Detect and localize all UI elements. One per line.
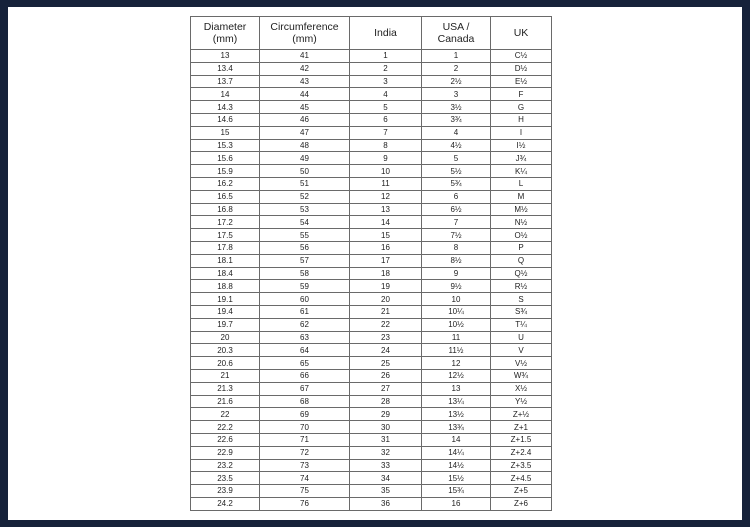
cell-diameter: 16.2 <box>191 177 260 190</box>
cell-circumference: 59 <box>260 280 350 293</box>
table-row <box>191 421 552 434</box>
cell-india: 7 <box>350 126 422 139</box>
cell-usa-canada: 3 <box>422 88 491 101</box>
cell-circumference: 71 <box>260 433 350 446</box>
table-row <box>191 113 552 126</box>
ring-size-table <box>190 16 552 511</box>
cell-usa-canada: 8½ <box>422 254 491 267</box>
cell-india: 28 <box>350 395 422 408</box>
cell-india: 10 <box>350 165 422 178</box>
cell-uk: E½ <box>491 75 552 88</box>
cell-usa-canada: 6 <box>422 190 491 203</box>
cell-diameter: 24.2 <box>191 497 260 510</box>
cell-diameter: 20 <box>191 331 260 344</box>
cell-usa-canada: 7½ <box>422 229 491 242</box>
cell-usa-canada: 12½ <box>422 369 491 382</box>
table-row <box>191 280 552 293</box>
table-row <box>191 497 552 510</box>
cell-india: 31 <box>350 433 422 446</box>
cell-uk: Z+4.5 <box>491 472 552 485</box>
cell-uk: L <box>491 177 552 190</box>
header-diameter: Diameter (mm) <box>191 17 260 50</box>
cell-usa-canada: 15½ <box>422 472 491 485</box>
cell-uk: Q½ <box>491 267 552 280</box>
cell-diameter: 20.6 <box>191 357 260 370</box>
cell-uk: M <box>491 190 552 203</box>
cell-india: 34 <box>350 472 422 485</box>
header-india: India <box>350 17 422 50</box>
cell-circumference: 65 <box>260 357 350 370</box>
cell-uk: T¼ <box>491 318 552 331</box>
cell-uk: V½ <box>491 357 552 370</box>
cell-uk: J¾ <box>491 152 552 165</box>
cell-usa-canada: 1 <box>422 50 491 63</box>
table-row <box>191 101 552 114</box>
table-row <box>191 459 552 472</box>
cell-circumference: 54 <box>260 216 350 229</box>
cell-uk: V <box>491 344 552 357</box>
table-header-row <box>191 17 552 50</box>
cell-uk: H <box>491 113 552 126</box>
cell-india: 12 <box>350 190 422 203</box>
table-row <box>191 344 552 357</box>
cell-india: 20 <box>350 293 422 306</box>
cell-usa-canada: 2½ <box>422 75 491 88</box>
cell-india: 27 <box>350 382 422 395</box>
cell-usa-canada: 14 <box>422 433 491 446</box>
cell-diameter: 17.2 <box>191 216 260 229</box>
cell-circumference: 43 <box>260 75 350 88</box>
cell-circumference: 58 <box>260 267 350 280</box>
cell-india: 8 <box>350 139 422 152</box>
cell-india: 16 <box>350 241 422 254</box>
cell-usa-canada: 11 <box>422 331 491 344</box>
cell-diameter: 20.3 <box>191 344 260 357</box>
header-uk: UK <box>491 17 552 50</box>
cell-uk: D½ <box>491 62 552 75</box>
cell-circumference: 45 <box>260 101 350 114</box>
cell-diameter: 15.6 <box>191 152 260 165</box>
cell-diameter: 13.7 <box>191 75 260 88</box>
cell-diameter: 21.3 <box>191 382 260 395</box>
cell-diameter: 15.3 <box>191 139 260 152</box>
cell-india: 15 <box>350 229 422 242</box>
cell-diameter: 22.2 <box>191 421 260 434</box>
size-chart-page <box>8 7 742 520</box>
cell-circumference: 68 <box>260 395 350 408</box>
cell-uk: P <box>491 241 552 254</box>
cell-india: 5 <box>350 101 422 114</box>
cell-india: 30 <box>350 421 422 434</box>
table-row <box>191 88 552 101</box>
cell-india: 33 <box>350 459 422 472</box>
cell-usa-canada: 3½ <box>422 101 491 114</box>
cell-uk: X½ <box>491 382 552 395</box>
cell-usa-canada: 16 <box>422 497 491 510</box>
cell-circumference: 55 <box>260 229 350 242</box>
cell-circumference: 66 <box>260 369 350 382</box>
cell-uk: Y½ <box>491 395 552 408</box>
cell-usa-canada: 14½ <box>422 459 491 472</box>
cell-usa-canada: 8 <box>422 241 491 254</box>
cell-india: 13 <box>350 203 422 216</box>
cell-usa-canada: 2 <box>422 62 491 75</box>
cell-india: 3 <box>350 75 422 88</box>
cell-diameter: 15 <box>191 126 260 139</box>
table-row <box>191 433 552 446</box>
cell-circumference: 41 <box>260 50 350 63</box>
table-row <box>191 75 552 88</box>
cell-india: 2 <box>350 62 422 75</box>
cell-usa-canada: 10¼ <box>422 305 491 318</box>
header-usa-canada: USA / Canada <box>422 17 491 50</box>
cell-diameter: 22.9 <box>191 446 260 459</box>
cell-circumference: 76 <box>260 497 350 510</box>
table-row <box>191 408 552 421</box>
cell-uk: I <box>491 126 552 139</box>
cell-diameter: 17.8 <box>191 241 260 254</box>
cell-uk: I½ <box>491 139 552 152</box>
table-row <box>191 267 552 280</box>
cell-usa-canada: 11½ <box>422 344 491 357</box>
cell-uk: N½ <box>491 216 552 229</box>
cell-usa-canada: 13 <box>422 382 491 395</box>
cell-diameter: 14.6 <box>191 113 260 126</box>
cell-circumference: 62 <box>260 318 350 331</box>
table-row <box>191 485 552 498</box>
cell-circumference: 51 <box>260 177 350 190</box>
cell-diameter: 18.1 <box>191 254 260 267</box>
cell-diameter: 18.8 <box>191 280 260 293</box>
cell-india: 4 <box>350 88 422 101</box>
cell-india: 6 <box>350 113 422 126</box>
cell-usa-canada: 13¼ <box>422 395 491 408</box>
cell-usa-canada: 9½ <box>422 280 491 293</box>
cell-usa-canada: 15¾ <box>422 485 491 498</box>
cell-circumference: 53 <box>260 203 350 216</box>
cell-india: 35 <box>350 485 422 498</box>
cell-uk: Z+½ <box>491 408 552 421</box>
cell-circumference: 61 <box>260 305 350 318</box>
cell-circumference: 67 <box>260 382 350 395</box>
cell-usa-canada: 13½ <box>422 408 491 421</box>
cell-uk: Q <box>491 254 552 267</box>
table-row <box>191 50 552 63</box>
cell-india: 1 <box>350 50 422 63</box>
cell-diameter: 23.2 <box>191 459 260 472</box>
cell-india: 36 <box>350 497 422 510</box>
cell-usa-canada: 6½ <box>422 203 491 216</box>
table-row <box>191 369 552 382</box>
cell-india: 23 <box>350 331 422 344</box>
cell-diameter: 18.4 <box>191 267 260 280</box>
cell-india: 14 <box>350 216 422 229</box>
table-row <box>191 126 552 139</box>
cell-uk: Z+1 <box>491 421 552 434</box>
cell-diameter: 13.4 <box>191 62 260 75</box>
cell-diameter: 23.9 <box>191 485 260 498</box>
cell-india: 17 <box>350 254 422 267</box>
cell-india: 19 <box>350 280 422 293</box>
cell-uk: Z+1.5 <box>491 433 552 446</box>
cell-uk: Z+3.5 <box>491 459 552 472</box>
table-row <box>191 293 552 306</box>
table-row <box>191 254 552 267</box>
cell-circumference: 74 <box>260 472 350 485</box>
table-row <box>191 472 552 485</box>
table-row <box>191 331 552 344</box>
cell-usa-canada: 10 <box>422 293 491 306</box>
cell-usa-canada: 5 <box>422 152 491 165</box>
cell-diameter: 19.7 <box>191 318 260 331</box>
table-row <box>191 446 552 459</box>
cell-usa-canada: 14¼ <box>422 446 491 459</box>
cell-usa-canada: 5½ <box>422 165 491 178</box>
cell-circumference: 48 <box>260 139 350 152</box>
cell-india: 21 <box>350 305 422 318</box>
table-row <box>191 139 552 152</box>
table-row <box>191 241 552 254</box>
cell-diameter: 21.6 <box>191 395 260 408</box>
cell-diameter: 16.8 <box>191 203 260 216</box>
cell-diameter: 19.4 <box>191 305 260 318</box>
cell-uk: G <box>491 101 552 114</box>
table-row <box>191 203 552 216</box>
cell-circumference: 47 <box>260 126 350 139</box>
cell-uk: F <box>491 88 552 101</box>
cell-usa-canada: 5¾ <box>422 177 491 190</box>
cell-uk: W¾ <box>491 369 552 382</box>
cell-circumference: 56 <box>260 241 350 254</box>
cell-india: 24 <box>350 344 422 357</box>
cell-india: 32 <box>350 446 422 459</box>
table-row <box>191 165 552 178</box>
cell-circumference: 60 <box>260 293 350 306</box>
cell-circumference: 72 <box>260 446 350 459</box>
table-row <box>191 177 552 190</box>
cell-uk: K¼ <box>491 165 552 178</box>
cell-circumference: 70 <box>260 421 350 434</box>
cell-usa-canada: 12 <box>422 357 491 370</box>
table-row <box>191 152 552 165</box>
cell-circumference: 52 <box>260 190 350 203</box>
cell-usa-canada: 4½ <box>422 139 491 152</box>
cell-uk: C½ <box>491 50 552 63</box>
cell-uk: S¾ <box>491 305 552 318</box>
cell-uk: Z+5 <box>491 485 552 498</box>
header-circumference: Circumference (mm) <box>260 17 350 50</box>
cell-circumference: 44 <box>260 88 350 101</box>
table-body <box>191 50 552 511</box>
cell-uk: Z+2.4 <box>491 446 552 459</box>
cell-circumference: 73 <box>260 459 350 472</box>
cell-diameter: 21 <box>191 369 260 382</box>
cell-diameter: 22.6 <box>191 433 260 446</box>
table-row <box>191 229 552 242</box>
cell-india: 18 <box>350 267 422 280</box>
cell-india: 9 <box>350 152 422 165</box>
cell-diameter: 14 <box>191 88 260 101</box>
cell-usa-canada: 4 <box>422 126 491 139</box>
table-row <box>191 318 552 331</box>
cell-uk: M½ <box>491 203 552 216</box>
table-row <box>191 190 552 203</box>
cell-usa-canada: 3¾ <box>422 113 491 126</box>
cell-uk: Z+6 <box>491 497 552 510</box>
table-row <box>191 62 552 75</box>
cell-usa-canada: 13¾ <box>422 421 491 434</box>
cell-diameter: 19.1 <box>191 293 260 306</box>
table-row <box>191 395 552 408</box>
cell-diameter: 13 <box>191 50 260 63</box>
cell-india: 22 <box>350 318 422 331</box>
cell-circumference: 63 <box>260 331 350 344</box>
cell-uk: S <box>491 293 552 306</box>
cell-circumference: 57 <box>260 254 350 267</box>
table-row <box>191 305 552 318</box>
table-row <box>191 357 552 370</box>
cell-diameter: 16.5 <box>191 190 260 203</box>
cell-usa-canada: 9 <box>422 267 491 280</box>
cell-circumference: 46 <box>260 113 350 126</box>
cell-diameter: 15.9 <box>191 165 260 178</box>
cell-diameter: 14.3 <box>191 101 260 114</box>
cell-diameter: 23.5 <box>191 472 260 485</box>
cell-diameter: 22 <box>191 408 260 421</box>
cell-circumference: 42 <box>260 62 350 75</box>
cell-usa-canada: 7 <box>422 216 491 229</box>
cell-circumference: 49 <box>260 152 350 165</box>
table-row <box>191 382 552 395</box>
cell-uk: U <box>491 331 552 344</box>
cell-diameter: 17.5 <box>191 229 260 242</box>
cell-india: 26 <box>350 369 422 382</box>
cell-circumference: 64 <box>260 344 350 357</box>
cell-india: 29 <box>350 408 422 421</box>
cell-uk: R½ <box>491 280 552 293</box>
cell-india: 11 <box>350 177 422 190</box>
cell-uk: O½ <box>491 229 552 242</box>
cell-circumference: 69 <box>260 408 350 421</box>
cell-circumference: 50 <box>260 165 350 178</box>
table-row <box>191 216 552 229</box>
cell-usa-canada: 10½ <box>422 318 491 331</box>
cell-circumference: 75 <box>260 485 350 498</box>
cell-india: 25 <box>350 357 422 370</box>
